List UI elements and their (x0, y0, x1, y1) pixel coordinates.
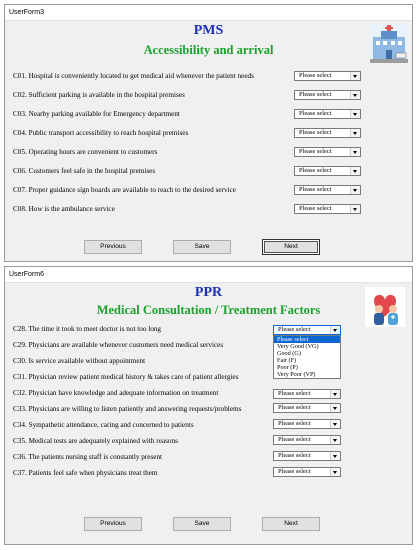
select-value: Please select (299, 110, 332, 117)
select-c28[interactable] (273, 325, 341, 335)
dropdown-option[interactable]: Please select (274, 336, 340, 343)
select-value: Please select (278, 468, 311, 475)
chevron-down-icon[interactable] (350, 72, 360, 80)
dropdown-option[interactable]: Very Poor (VP) (277, 371, 316, 378)
select-value: Please select (278, 390, 311, 397)
userform3-window (4, 4, 413, 262)
question-c05: C05. Operating hours are convenient to customers (13, 148, 158, 156)
userform6-window (4, 266, 413, 545)
select-c32[interactable] (273, 389, 341, 399)
question-c06: C06. Customers feel safe in the hospital premises (13, 167, 156, 175)
select-c34[interactable] (273, 419, 341, 429)
select-c33[interactable] (273, 403, 341, 413)
question-c33: C33. Physicians are willing to listen patiently and answering requests/problems (13, 405, 242, 413)
question-c01: C01. Hospital is conveniently located to get medical aid whenever the patient needs (13, 72, 254, 80)
select-value: Please select (278, 420, 311, 427)
dropdown-option[interactable]: Very Good (VG) (277, 343, 319, 350)
next-button[interactable]: Next (262, 517, 320, 531)
question-c29: C29. Physicians are available whenever customers need medical services (13, 341, 224, 349)
next-button[interactable]: Next (262, 239, 320, 255)
doctor-heart-icon (365, 287, 405, 327)
chevron-down-icon[interactable] (330, 390, 340, 398)
question-c04: C04. Public transport accessibility to reach hospital premises (13, 129, 189, 137)
select-value: Please select (299, 72, 332, 79)
form-heading: PPR (194, 285, 223, 300)
select-c04[interactable] (294, 128, 361, 138)
select-value: Please select (299, 167, 332, 174)
chevron-down-icon[interactable] (350, 186, 360, 194)
select-value: Please select (299, 129, 332, 136)
select-c07[interactable] (294, 185, 361, 195)
select-c06[interactable] (294, 166, 361, 176)
save-button[interactable]: Save (173, 517, 231, 531)
save-button[interactable]: Save (173, 240, 231, 254)
select-value: Please select (299, 148, 332, 155)
question-c31: C31. Physician review patient medical history & takes care of patient allergies (13, 373, 239, 381)
chevron-down-icon[interactable] (350, 110, 360, 118)
question-c03: C03. Nearby parking available for Emergency department (13, 110, 180, 118)
select-c02[interactable] (294, 90, 361, 100)
chevron-down-icon[interactable] (330, 468, 340, 476)
select-value: Please select (278, 436, 311, 443)
select-c03[interactable] (294, 109, 361, 119)
select-c28-dropdown (273, 335, 341, 379)
select-value: Please select (278, 452, 311, 459)
form-heading: PMS (193, 23, 224, 38)
chevron-down-icon[interactable] (330, 326, 340, 334)
form-subheading: Medical Consultation / Treatment Factors (96, 303, 321, 317)
select-value: Please select (278, 404, 311, 411)
form-subheading: Accessibility and arrival (143, 43, 274, 57)
previous-button[interactable]: Previous (84, 517, 142, 531)
select-c05[interactable] (294, 147, 361, 157)
select-c08[interactable] (294, 204, 361, 214)
window-title: UserForm6 (5, 267, 412, 283)
window-title: UserForm3 (5, 5, 412, 21)
select-value: Please select (299, 186, 332, 193)
chevron-down-icon[interactable] (330, 404, 340, 412)
question-c30: C30. Is service available without appointment (13, 357, 146, 365)
question-c28: C28. The time it took to meet doctor is not too long (13, 325, 161, 333)
question-c32: C32. Physician have knowledge and adequate information on treatment (13, 389, 219, 397)
hospital-icon (370, 23, 408, 63)
chevron-down-icon[interactable] (350, 148, 360, 156)
select-value: Please select (299, 205, 332, 212)
chevron-down-icon[interactable] (330, 452, 340, 460)
question-c07: C07. Proper guidance sign boards are available to reach to the desired service (13, 186, 236, 194)
select-value: Please select (278, 326, 311, 333)
dropdown-option[interactable]: Poor (P) (277, 364, 298, 371)
question-c08: C08. How is the ambulance service (13, 205, 115, 213)
question-c02: C02. Sufficient parking is available in the hospital premises (13, 91, 185, 99)
chevron-down-icon[interactable] (330, 436, 340, 444)
question-c34: C34. Sympathetic attendance, caring and concerned to patients (13, 421, 194, 429)
chevron-down-icon[interactable] (330, 420, 340, 428)
chevron-down-icon[interactable] (350, 167, 360, 175)
question-c35: C35. Medical tests are adequately explained with reasons (13, 437, 178, 445)
chevron-down-icon[interactable] (350, 129, 360, 137)
dropdown-option[interactable]: Fair (F) (277, 357, 297, 364)
chevron-down-icon[interactable] (350, 91, 360, 99)
select-c35[interactable] (273, 435, 341, 445)
select-c36[interactable] (273, 451, 341, 461)
dropdown-option[interactable]: Good (G) (277, 350, 301, 357)
select-c37[interactable] (273, 467, 341, 477)
previous-button[interactable]: Previous (84, 240, 142, 254)
chevron-down-icon[interactable] (350, 205, 360, 213)
select-value: Please select (299, 91, 332, 98)
question-c36: C36. The patients nursing staff is constantly present (13, 453, 163, 461)
select-c01[interactable] (294, 71, 361, 81)
question-c37: C37. Patients feel safe when physicians treat them (13, 469, 158, 477)
